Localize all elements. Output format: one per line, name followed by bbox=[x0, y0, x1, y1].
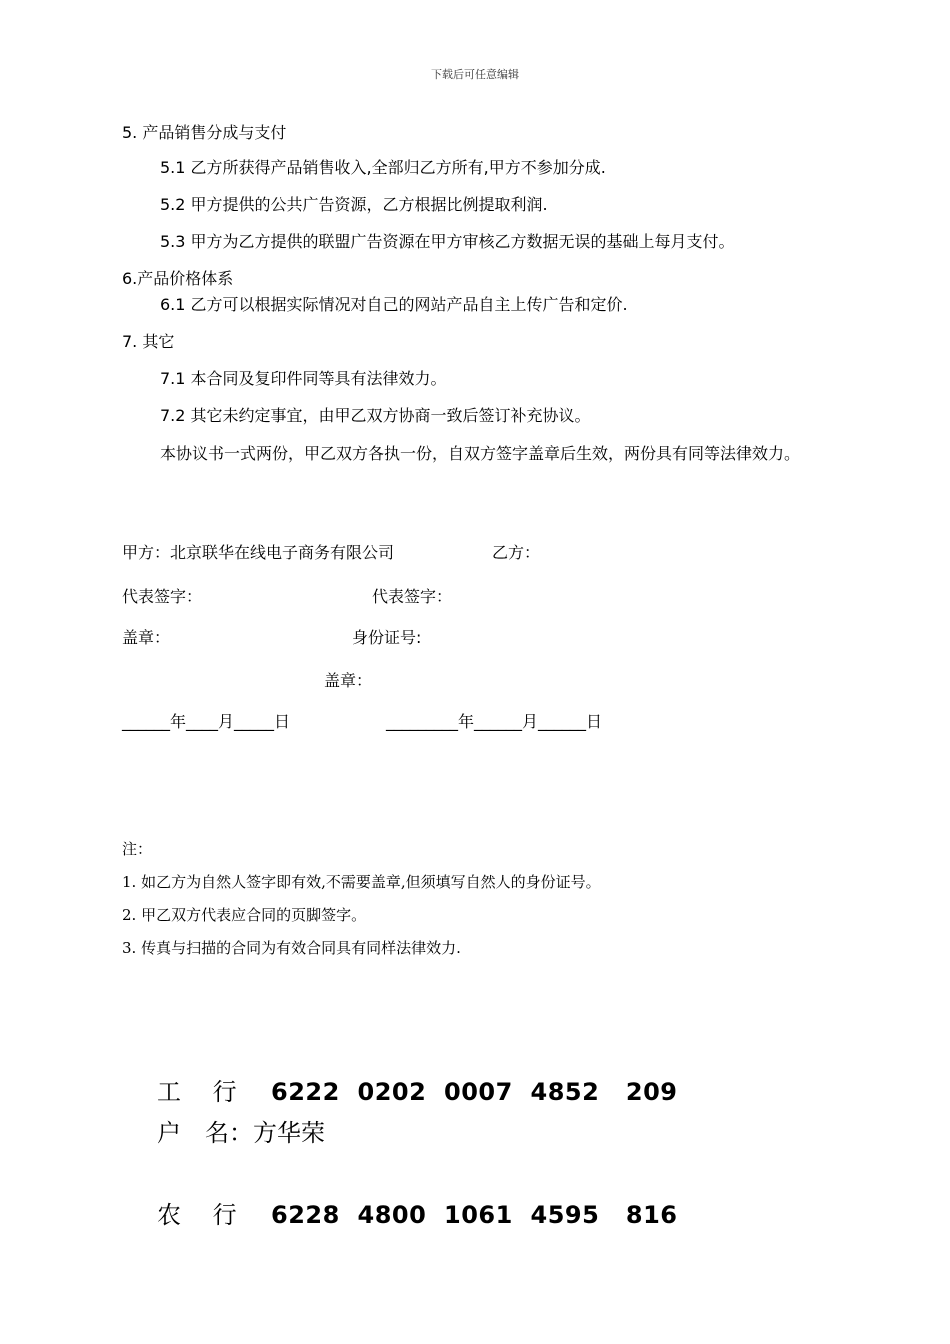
party-b-label: 乙方： bbox=[492, 543, 541, 562]
icbc-label: 工 行 bbox=[157, 1078, 237, 1106]
abc-account-line bbox=[157, 1199, 677, 1231]
account-holder-line bbox=[157, 1117, 325, 1149]
party-a-date: ______年____月_____日 bbox=[122, 712, 291, 731]
clause-5-2: 5.2 甲方提供的公共广告资源，乙方根据比例提取利润. bbox=[160, 195, 548, 214]
notes-label: 注： bbox=[122, 840, 153, 858]
abc-account-number: 6228 4800 1061 4595 816 bbox=[271, 1201, 678, 1229]
section-5-title: 5. 产品销售分成与支付 bbox=[122, 123, 287, 142]
clause-7-1: 7.1 本合同及复印件同等具有法律效力。 bbox=[160, 369, 447, 388]
party-a-rep-signature: 代表签字： bbox=[122, 587, 203, 606]
note-item: 1. 如乙方为自然人签字即有效,不需要盖章,但须填写自然人的身份证号。 bbox=[122, 873, 601, 891]
icbc-account-number: 6222 0202 0007 4852 209 bbox=[271, 1078, 678, 1106]
clause-5-1: 5.1 乙方所获得产品销售收入,全部归乙方所有,甲方不参加分成. bbox=[160, 158, 606, 177]
party-b-date: _________年______月______日 bbox=[386, 712, 603, 731]
section-7-title: 7. 其它 bbox=[122, 332, 175, 351]
party-b-seal: 盖章： bbox=[324, 671, 373, 690]
clause-6-1: 6.1 乙方可以根据实际情况对自己的网站产品自主上传广告和定价. bbox=[160, 295, 628, 314]
note-item: 2. 甲乙双方代表应合同的页脚签字。 bbox=[122, 906, 367, 924]
closing-paragraph: 本协议书一式两份，甲乙双方各执一份，自双方签字盖章后生效，两份具有同等法律效力。 bbox=[160, 444, 801, 463]
party-b-rep-signature: 代表签字： bbox=[372, 587, 453, 606]
party-a-seal: 盖章： bbox=[122, 628, 171, 647]
party-a-name: 甲方：北京联华在线电子商务有限公司 bbox=[122, 543, 395, 562]
section-6-title: 6.产品价格体系 bbox=[122, 269, 234, 288]
note-item: 3. 传真与扫描的合同为有效合同具有同样法律效力. bbox=[122, 939, 461, 957]
page-header-note: 下载后可任意编辑 bbox=[431, 68, 519, 81]
icbc-account-line bbox=[157, 1076, 677, 1108]
account-holder-name: 方华荣 bbox=[253, 1119, 325, 1147]
clause-7-2: 7.2 其它未约定事宜，由甲乙双方协商一致后签订补充协议。 bbox=[160, 406, 591, 425]
clause-5-3: 5.3 甲方为乙方提供的联盟广告资源在甲方审核乙方数据无误的基础上每月支付。 bbox=[160, 232, 735, 251]
abc-label: 农 行 bbox=[157, 1201, 237, 1229]
party-b-id-number: 身份证号: bbox=[352, 628, 422, 647]
account-holder-label: 户 名： bbox=[157, 1119, 253, 1147]
